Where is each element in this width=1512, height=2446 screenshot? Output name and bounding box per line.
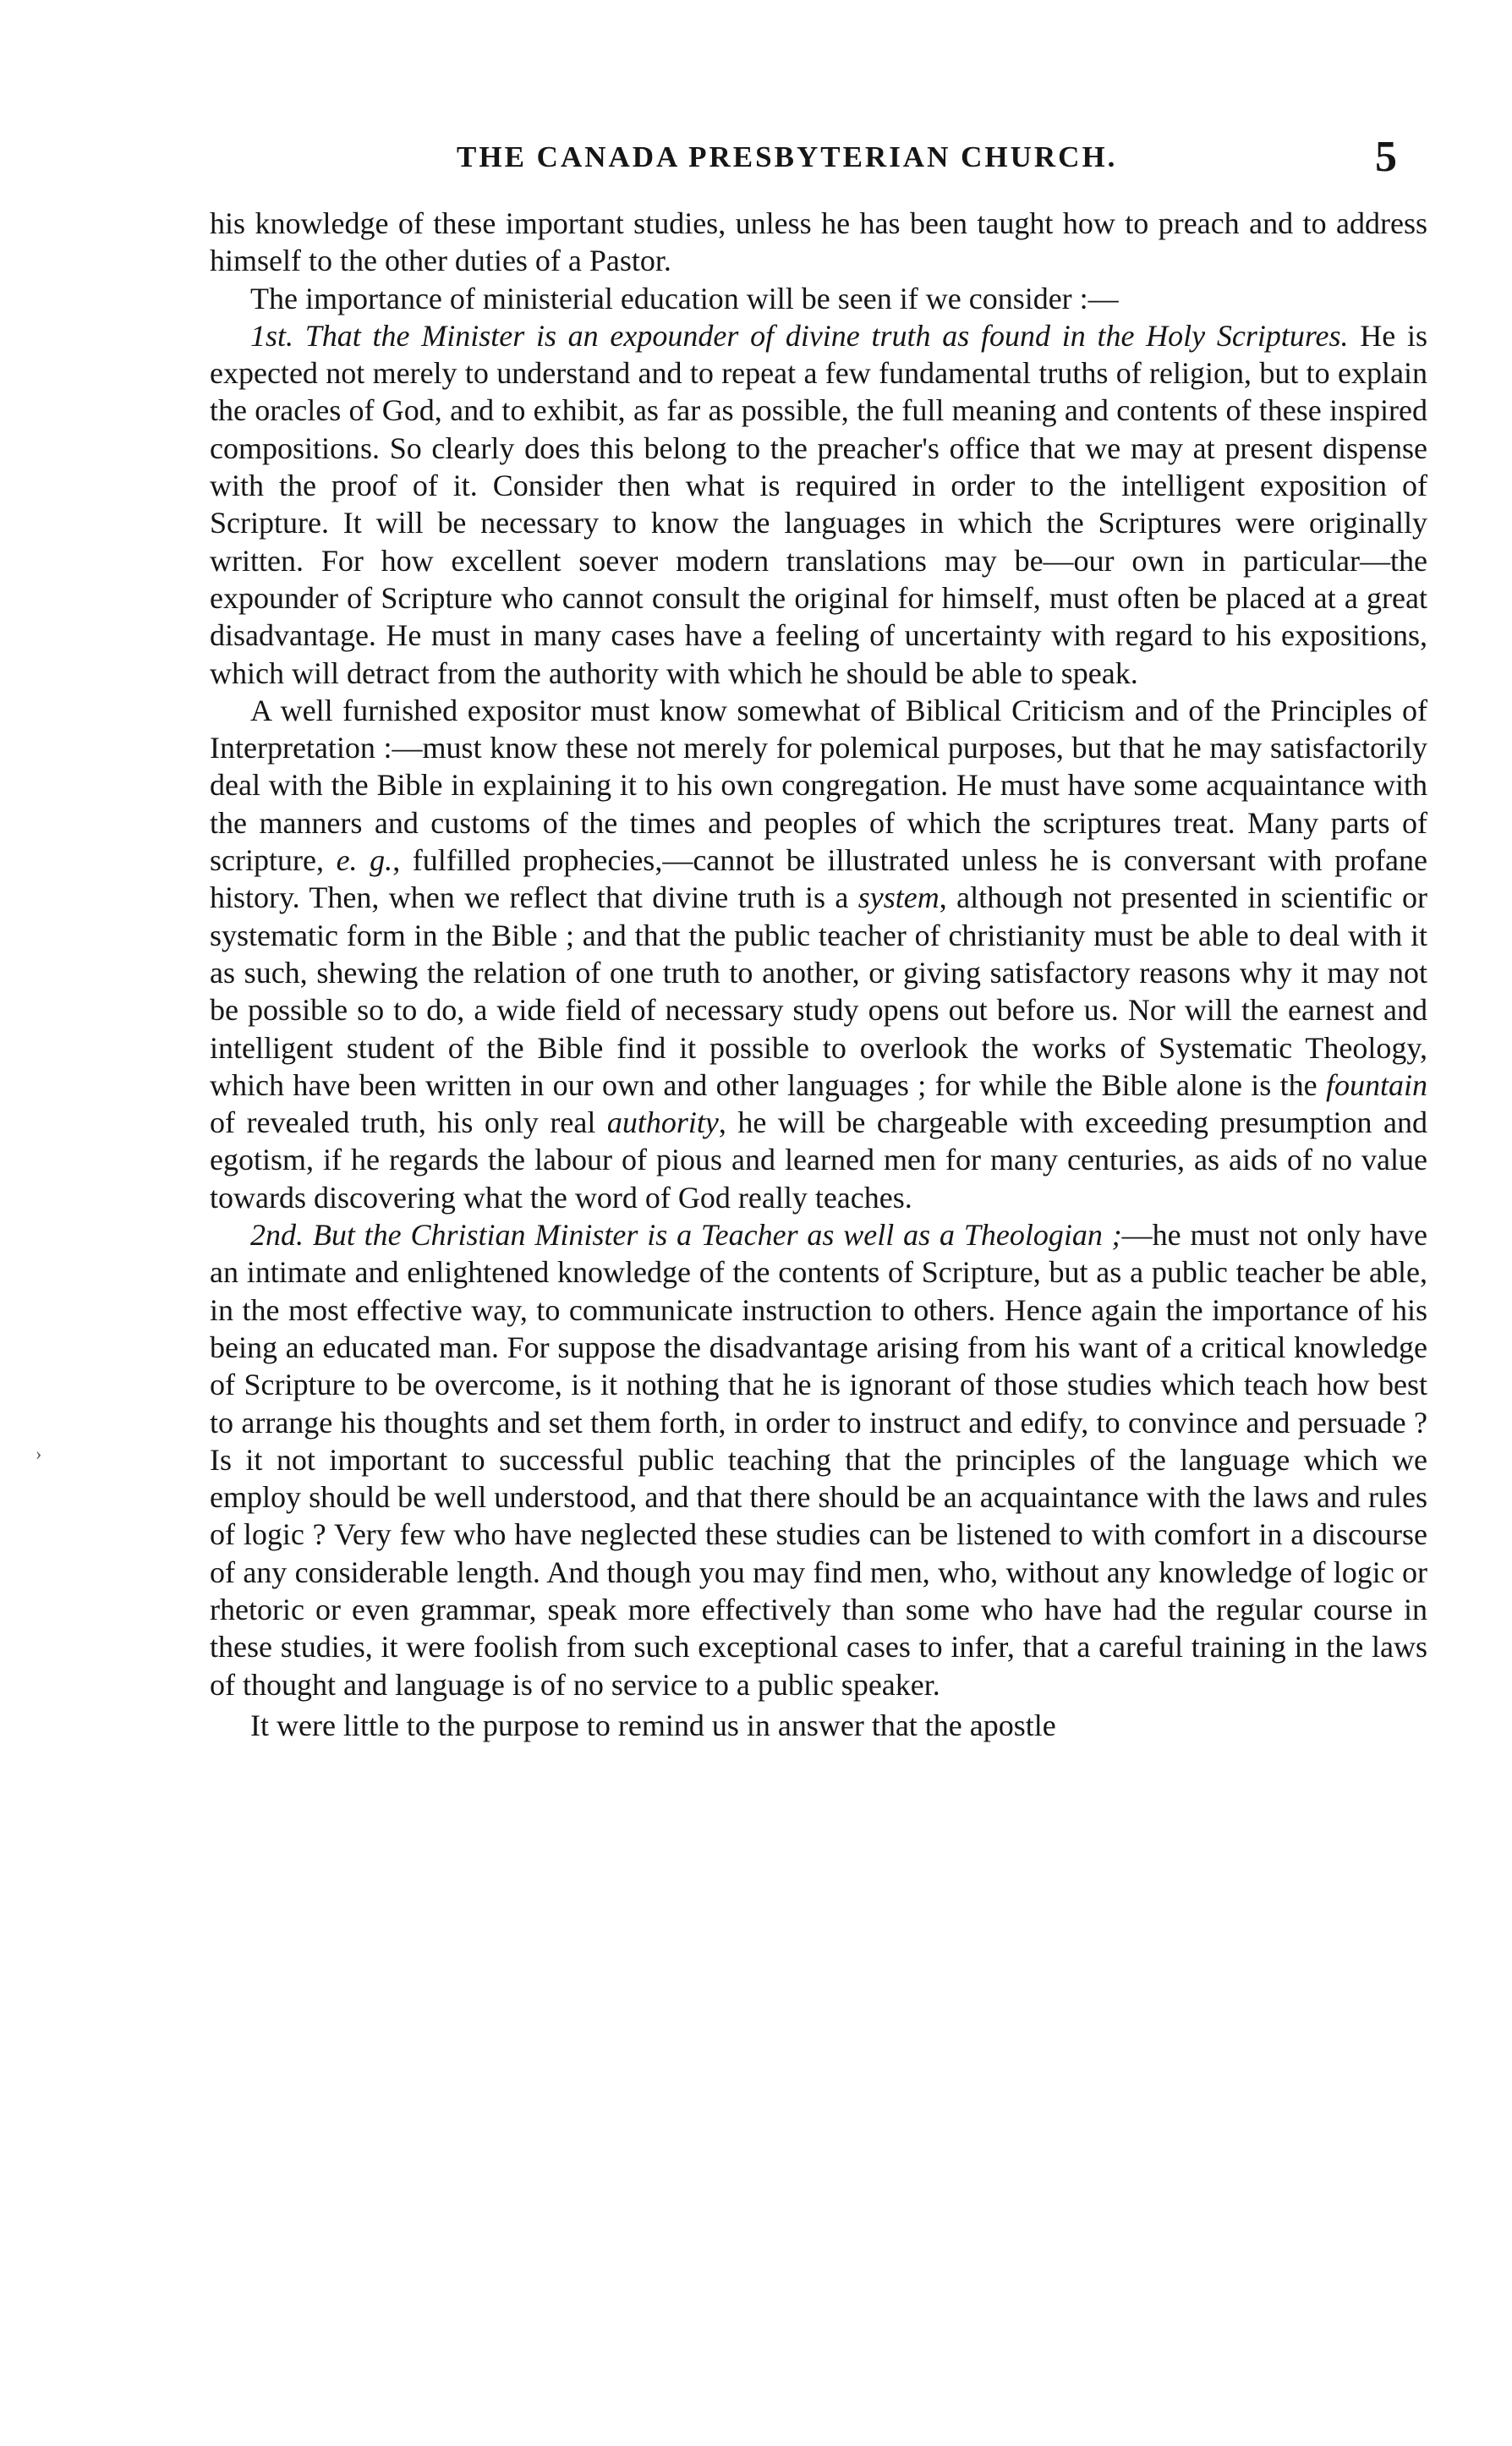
paragraph-4-text-a: A well furnished expositor must know somewhat of Biblical Criticism and of the Principles of Interpretation :—must know these not merely for polemical purposes, but that he may satisfactorily deal with the Bible in explaining it to his own congregation. He must have some acquaintance with the manners and customs of the times and peoples of which the scriptures treat. Many parts of scripture, xyxy=(210,693,1427,878)
paragraph-3-text: He is expected not merely to understand and to repeat a few fundamental truths of religion, but to explain the oracles of God, and to exhibit, as far as possible, the full meaning and contents of these inspired compositions. So clearly does this belong to the preacher's office that we may at present dispense with the proof of it. Consider then what is required in order to the intelligent exposition of Scripture. It will be necessary to know the languages in which the Scriptures were originally written. For how excellent soever modern translations may be—our own in particular—the expounder of Scripture who cannot consult the original for himself, must often be placed at a great disadvantage. He must in many cases have a feeling of uncertainty with regard to his expositions, which will detract from the authority with which he should be able to speak. xyxy=(210,318,1428,690)
paragraph-6-text: It were little to the purpose to remind us in answer that the apostle xyxy=(250,1708,1056,1742)
paragraph-4-text-b: , fulfilled prophecies,—cannot be illustrated unless he is conversant with profane history. Then, when we reflect that divine truth is a xyxy=(210,843,1428,915)
paragraph-4-text-c: , although not presented in scientific or systematic form in the Bible ; and that the public teacher of christianity must be able to deal with it as such, shewing the relation of one truth to another, or giving satisfactory reasons why it may not be possible so to do, a wide field of necessary study opens out before us. Nor will the earnest and intelligent student of the Bible find it possible to overlook the works of Systematic Theology, which have been written in our own and other languages ; for while the Bible alone is the xyxy=(210,880,1427,1102)
margin-mark: › xyxy=(36,1443,42,1464)
paragraph-4 xyxy=(210,692,1427,1216)
paragraph-6 xyxy=(210,1707,1427,1744)
paragraph-4-system: system xyxy=(857,880,940,915)
paragraph-2 xyxy=(210,280,1427,317)
paragraph-3-italic: That the Minister is an expounder of divine truth as found in the Holy Scriptures. xyxy=(304,318,1349,353)
page-header xyxy=(211,133,1421,181)
paragraph-1-text: his knowledge of these important studies, unless he has been taught how to preach and to address himself to the other duties of a Pastor. xyxy=(210,206,1427,278)
paragraph-5 xyxy=(210,1216,1427,1703)
paragraph-4-eg: e. g. xyxy=(336,843,393,878)
paragraph-3-lead: 1st. xyxy=(250,318,294,353)
page-number: 5 xyxy=(1375,133,1397,181)
body-text xyxy=(210,205,1427,1744)
paragraph-4-fountain: fountain xyxy=(1325,1067,1427,1102)
paragraph-2-text: The importance of ministerial education will be seen if we consider :— xyxy=(250,281,1119,315)
running-head: THE CANADA PRESBYTERIAN CHURCH. xyxy=(457,140,1118,173)
paragraph-4-authority: authority xyxy=(606,1105,719,1140)
paragraph-5-text: —he must not only have an intimate and enlightened knowledge of the contents of Scripture, but as a public teacher be able, in the most effective way, to communicate instruction to others. Hence again the importance of his being an educated man. For suppose the disadvantage arising from his want of a critical knowledge of Scripture to be overcome, is it nothing that he is ignorant of those studies which teach how best to arrange his thoughts and set them forth, in order to instruct and edify, to convince and persuade ? Is it not important to successful public teaching that the principles of the language which we employ should be well understood, and that there should be an acquaintance with the laws and rules of logic ? Very few who have neglected these studies can be listened to with comfort in a discourse of any considerable length. And though you may find men, who, without any knowledge of logic or rhetoric or even grammar, speak more effectively than some who have had the regular course in these studies, it were foolish from such exceptional cases to infer, that a careful training in the laws of thought and language is of no service to a public speaker. xyxy=(210,1218,1428,1702)
paragraph-5-italic: 2nd. But the Christian Minister is a Teacher as well as a Theologian ; xyxy=(250,1218,1122,1253)
paragraph-1 xyxy=(210,205,1427,280)
paragraph-4-text-d: of revealed truth, his only real xyxy=(210,1105,607,1140)
paragraph-3 xyxy=(210,317,1427,692)
paragraph-4-text-e: , he will be chargeable with exceeding presumption and egotism, if he regards the labour of pious and learned men for many centuries, as aids of no value towards discovering what the word of God really teaches. xyxy=(210,1105,1427,1215)
